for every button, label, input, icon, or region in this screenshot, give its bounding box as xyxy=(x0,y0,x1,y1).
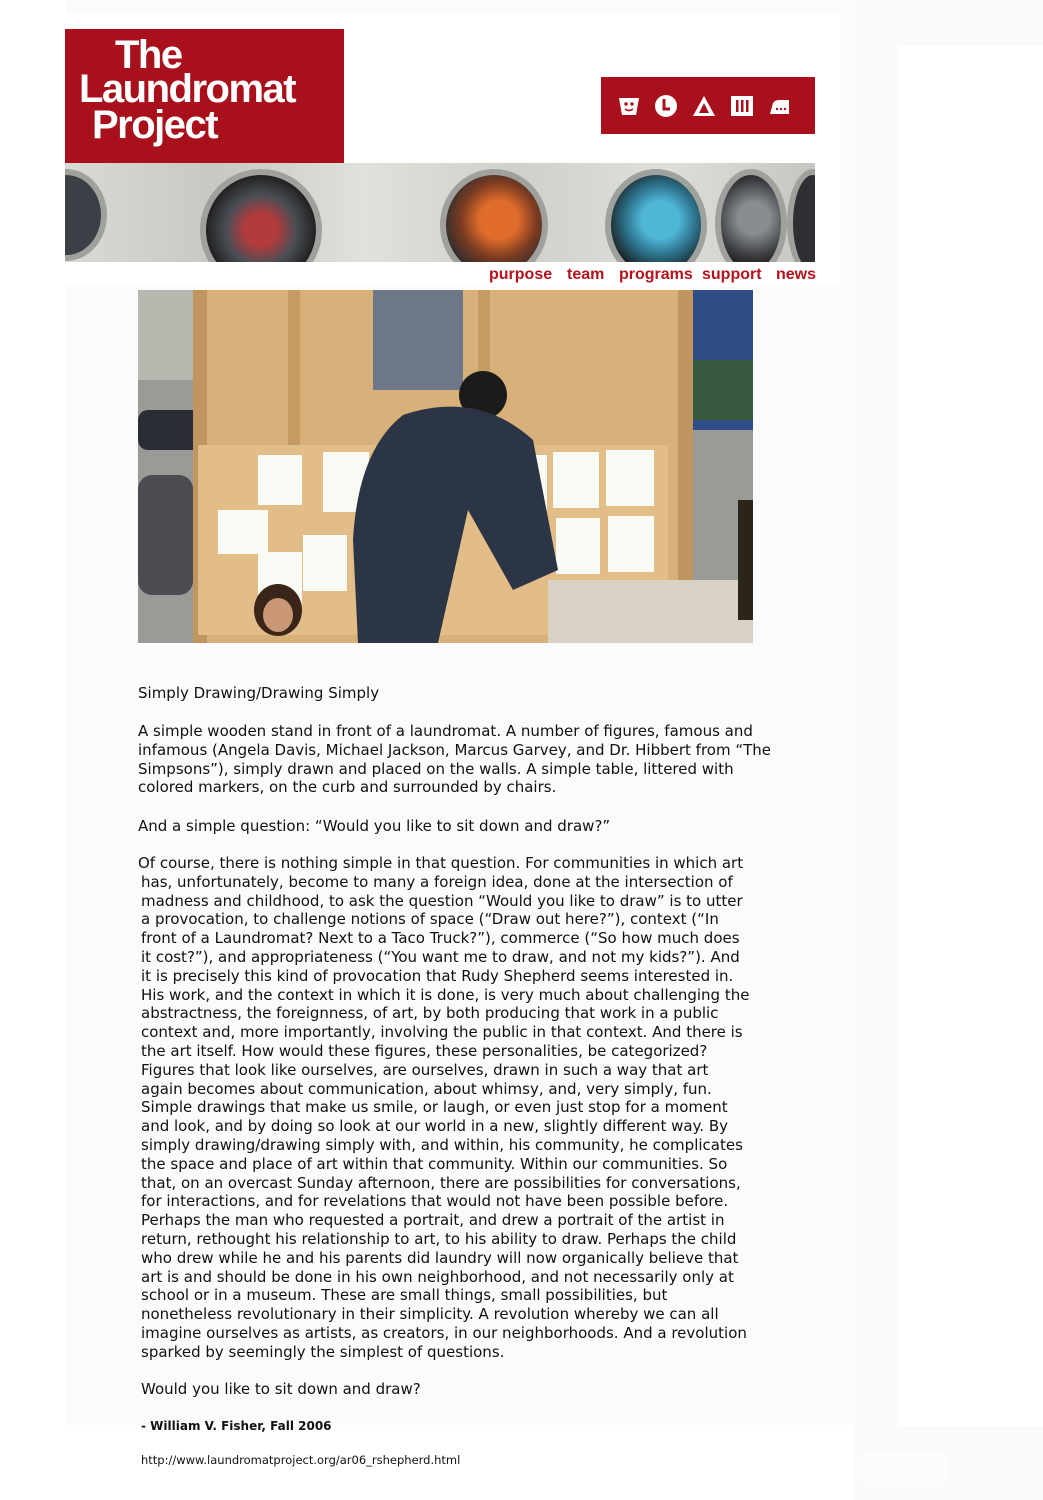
triangle-bleach-icon xyxy=(692,94,716,118)
paragraph-line: abstractness, the foreignness, of art, by both producing that work in a public xyxy=(141,1004,719,1023)
footer-url[interactable]: http://www.laundromatproject.org/ar06_rshepherd.html xyxy=(141,1453,461,1467)
paragraph-line: for interactions, and for revelations that would not have been possible before. xyxy=(141,1192,729,1211)
paragraph-line: context and, more importantly, involving the public in that context. And there is xyxy=(141,1023,743,1042)
nav-purpose[interactable]: purpose xyxy=(489,266,553,283)
bars-dry-icon xyxy=(730,94,754,118)
paragraph-line: Perhaps the man who requested a portrait, and drew a portrait of the artist in xyxy=(141,1211,725,1230)
paragraph-line: has, unfortunately, become to many a foreign idea, done at the intersection of xyxy=(141,872,733,891)
paragraph-line: Simple drawings that make us smile, or laugh, or even just stop for a moment xyxy=(141,1098,728,1117)
article-signature: - William V. Fisher, Fall 2006 xyxy=(141,1419,332,1433)
nav-programs[interactable]: programs xyxy=(619,266,693,283)
paragraph-line: it cost?”), and appropriateness (“You want me to draw, and not my kids?”). And xyxy=(141,947,740,966)
nav-news[interactable]: news xyxy=(776,266,817,283)
article-title: Simply Drawing/Drawing Simply xyxy=(138,684,380,702)
paragraph-line: art is and should be done in his own neighborhood, and not necessarily only at xyxy=(141,1267,734,1286)
paragraph-line: simply drawing/drawing simply with, and within, his community, he complicates xyxy=(141,1135,743,1154)
paragraph-line: front of a Laundromat? Next to a Taco Truck?”), commerce (“So how much does xyxy=(141,929,740,948)
washing-machines-banner xyxy=(65,163,815,262)
nav-support[interactable]: support xyxy=(702,266,762,283)
article-photo xyxy=(138,290,753,643)
logo-line-project: Project xyxy=(92,103,218,147)
paragraph-line: who drew while he and his parents did laundry will now organically believe that xyxy=(141,1248,739,1267)
paragraph-line: sparked by seemingly the simplest of questions. xyxy=(141,1342,505,1361)
page-margin-right xyxy=(853,0,1043,1500)
paragraph-line: school or in a museum. These are small things, small possibilities, but xyxy=(141,1286,668,1305)
article-paragraph-2: And a simple question: “Would you like to sit down and draw?” xyxy=(138,817,611,835)
paragraph-line: the art itself. How would these figures, these personalities, be categorized? xyxy=(141,1041,708,1060)
article-paragraph-3 xyxy=(138,854,786,1362)
article-paragraph-1: A simple wooden stand in front of a laundromat. A number of figures, famous and infamous (Angela Davis, Michael Jackson, Marcus Garvey, and Dr. Hibbert from “The Simpsons”), simply drawn and placed on the walls. A simple table, littered with colored markers, on the curb and surrounded by chairs. xyxy=(138,722,772,797)
paragraph-line: His work, and the context in which it is done, is very much about challenging the xyxy=(141,985,750,1004)
paragraph-line: and look, and by doing so look at our world in a new, slightly different way. By xyxy=(141,1117,729,1136)
paragraph-line: that, on an overcast Sunday afternoon, there are possibilities for conversations, xyxy=(141,1173,741,1192)
paragraph-line: madness and childhood, to ask the question “Would you like to draw” is to utter xyxy=(141,891,743,910)
article-paragraph-4: Would you like to sit down and draw? xyxy=(141,1380,421,1398)
paragraph-line: the space and place of art within that community. Within our communities. So xyxy=(141,1154,728,1173)
laundry-icon-bar xyxy=(601,77,815,134)
paragraph-line: return, rethought his relationship to art, to his ability to draw. Perhaps the child xyxy=(141,1229,737,1248)
wash-tub-icon xyxy=(617,94,641,118)
paragraph-line: it is precisely this kind of provocation that Rudy Shepherd seems interested in. xyxy=(141,966,734,985)
paragraph-line: nonetheless revolutionary in their simplicity. A revolution whereby we can all xyxy=(141,1305,719,1324)
paragraph-line: again becomes about communication, about whimsy, and, very simply, fun. xyxy=(141,1079,712,1098)
site-logo[interactable] xyxy=(65,29,344,163)
iron-icon xyxy=(769,94,793,118)
nav-team[interactable]: team xyxy=(567,266,605,283)
paragraph-line: imagine ourselves as artists, as creators, in our neighborhoods. And a revolution xyxy=(141,1323,747,1342)
paragraph-line: a provocation, to challenge notions of space (“Draw out here?”), context (“In xyxy=(141,910,719,929)
drawing-stand-photo xyxy=(138,290,753,643)
corner-box xyxy=(862,1452,947,1482)
clock-dry-icon xyxy=(654,94,678,118)
logo-line-the: The xyxy=(115,33,182,77)
paragraph-line: Figures that look like ourselves, are ourselves, drawn in such a way that art xyxy=(141,1060,709,1079)
paragraph-line: Of course, there is nothing simple in that question. For communities in which art xyxy=(138,854,744,872)
logo-line-laundromat: Laundromat xyxy=(79,67,296,111)
